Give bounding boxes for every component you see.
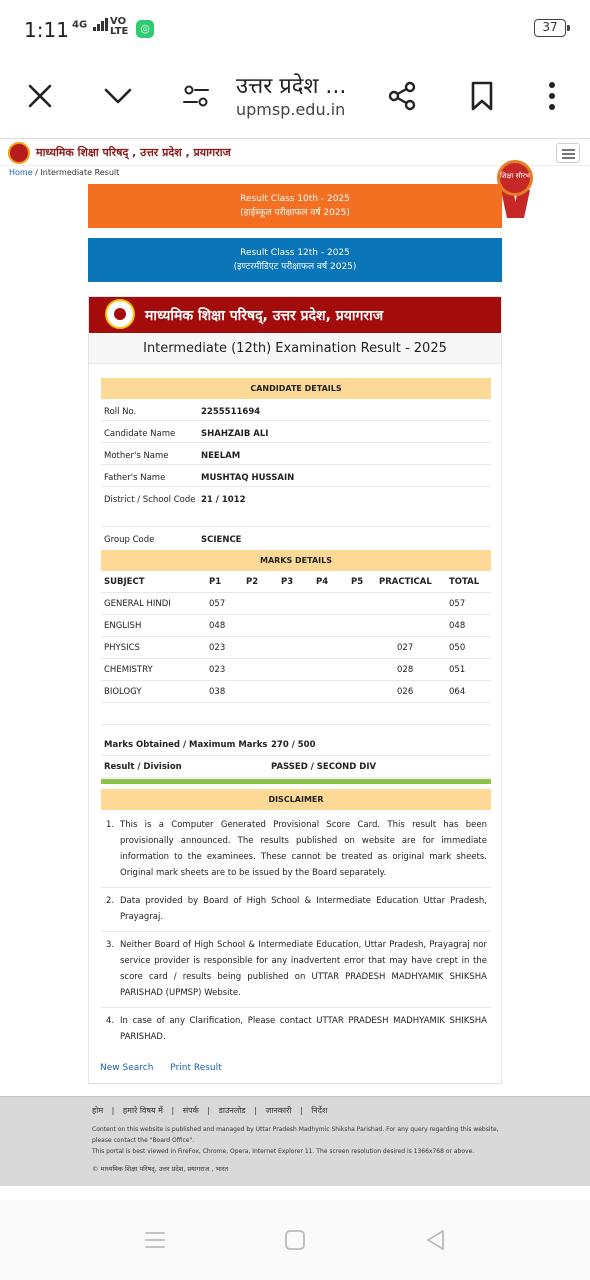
practical-cell: 027 [397, 643, 414, 653]
site-title[interactable]: माध्यमिक शिक्षा परिषद् , उत्तर प्रदेश , प्रयागराज [36, 146, 231, 159]
breadcrumb-current: Intermediate Result [40, 168, 120, 177]
table-row [101, 593, 491, 615]
result-divider [101, 779, 491, 784]
home-icon[interactable] [281, 1226, 309, 1254]
candidate-row [101, 465, 491, 487]
candidate-row [101, 527, 491, 549]
p1-cell: 057 [209, 599, 226, 609]
footer-separator: | [111, 1106, 115, 1115]
candidate-row [101, 487, 491, 527]
table-row [101, 615, 491, 637]
network-type: 4G [72, 19, 88, 31]
result-class10-button[interactable] [88, 184, 502, 228]
back-icon[interactable] [421, 1226, 449, 1254]
column-header: P3 [281, 577, 294, 587]
disclaimer-text: Data provided by Board of High School & Intermediate Education Uttar Pradesh, Prayagraj. [120, 896, 487, 922]
table-row-empty [101, 703, 491, 725]
candidate-value: MUSHTAQ HUSSAIN [201, 473, 295, 483]
banner-title: माध्यमिक शिक्षा परिषद्, उत्तर प्रदेश, प्रयागराज [145, 308, 384, 324]
volte-indicator: VO LTE [110, 16, 129, 37]
marks-obtained-value: 270 / 500 [271, 740, 316, 750]
page-title[interactable]: उत्तर प्रदेश ... [236, 74, 347, 99]
candidate-details-heading: CANDIDATE DETAILS [101, 378, 491, 399]
subject-cell: BIOLOGY [104, 687, 142, 697]
candidate-label: Mother's Name [104, 451, 169, 461]
card-actions [100, 1063, 236, 1073]
candidate-label: Group Code [104, 535, 155, 545]
marks-header-row [101, 571, 491, 593]
footer-separator: | [207, 1106, 211, 1115]
subject-cell: ENGLISH [104, 621, 142, 631]
status-time: 1:11 [24, 18, 69, 42]
table-row [101, 681, 491, 703]
p1-cell: 023 [209, 643, 226, 653]
marks-details-heading: MARKS DETAILS [101, 550, 491, 571]
footer-separator: | [171, 1106, 175, 1115]
candidate-label: Father's Name [104, 473, 166, 483]
disclaimer-number: 3. [106, 940, 115, 950]
column-header: P4 [316, 577, 329, 587]
footer-separator: | [254, 1106, 257, 1115]
subject-cell: PHYSICS [104, 643, 140, 653]
class10-label: Result Class 10th - 2025 [240, 194, 350, 204]
column-header: SUBJECT [104, 577, 145, 587]
candidate-value: SCIENCE [201, 535, 242, 545]
bookmark-icon[interactable] [464, 76, 500, 116]
marks-obtained-row [101, 734, 491, 756]
browser-toolbar [0, 60, 590, 138]
total-cell: 048 [449, 621, 466, 631]
network-indicator [72, 18, 109, 31]
column-header: P5 [351, 577, 364, 587]
total-cell: 051 [449, 665, 466, 675]
site-footer [0, 1096, 590, 1186]
candidate-label: Candidate Name [104, 429, 176, 439]
result-card [88, 296, 502, 1084]
column-header: P1 [209, 577, 222, 587]
footer-copyright: © माध्यमिक शिक्षा परिषद्, उत्तर प्रदेश, प्रयागराज , भारत [92, 1165, 229, 1173]
total-cell: 050 [449, 643, 466, 653]
battery-indicator: 37 [534, 19, 566, 37]
candidate-row [101, 399, 491, 421]
disclaimer-item [101, 817, 491, 888]
column-header: P2 [246, 577, 259, 587]
ribbon-medal: शिक्षा सौरभ [497, 160, 533, 196]
disclaimer-text: This is a Computer Generated Provisional Score Card. This result has been provisionally announced. The results published on website are for immediate information to the examinees. These cannot be treated as original mark sheets. Original mark sheets are to be issued by the Board separately. [120, 820, 487, 878]
signal-icon [93, 18, 109, 31]
print-result-link[interactable]: Print Result [170, 1063, 222, 1073]
exam-title: Intermediate (12th) Examination Result - 2025 [89, 334, 501, 364]
practical-cell: 026 [397, 687, 414, 697]
breadcrumb-separator: / [32, 168, 41, 177]
footer-link-contact[interactable]: संपर्क [182, 1106, 199, 1115]
breadcrumb-home[interactable]: Home [9, 168, 33, 177]
table-row [101, 659, 491, 681]
candidate-row [101, 443, 491, 465]
class10-sublabel: (हाईस्कूल परीक्षाफल वर्ष 2025) [240, 208, 350, 218]
column-header: PRACTICAL [379, 577, 432, 587]
disclaimer-list [101, 817, 491, 1056]
class12-sublabel: (इण्टरमीडिएट परीक्षाफल वर्ष 2025) [233, 262, 357, 272]
total-cell: 057 [449, 599, 466, 609]
subject-cell: GENERAL HINDI [104, 599, 171, 609]
candidate-value: 2255511694 [201, 407, 261, 417]
p1-cell: 048 [209, 621, 226, 631]
p1-cell: 038 [209, 687, 226, 697]
footer-link-instructions[interactable]: निर्देश [311, 1106, 328, 1115]
candidate-value: 21 / 1012 [201, 495, 246, 505]
footer-links [92, 1105, 333, 1116]
status-bar [0, 0, 590, 60]
subject-cell: CHEMISTRY [104, 665, 153, 675]
card-banner [89, 297, 501, 333]
banner-logo [105, 299, 135, 329]
candidate-value: NEELAM [201, 451, 241, 461]
chevron-down-icon[interactable] [100, 76, 136, 116]
footer-line: Content on this website is published and managed by Uttar Pradesh Madhymic Shiksha Parishad. For any query regarding this website, please contact the "Board Office". [92, 1126, 499, 1144]
menu-icon[interactable] [556, 143, 580, 163]
disclaimer-number: 1. [106, 820, 115, 830]
breadcrumb [9, 168, 119, 177]
column-header: TOTAL [449, 577, 480, 587]
notification-app-icon: ◎ [136, 20, 154, 38]
candidate-row [101, 421, 491, 443]
disclaimer-number: 2. [106, 896, 115, 906]
disclaimer-item [101, 893, 491, 932]
p1-cell: 023 [209, 665, 226, 675]
disclaimer-heading: DISCLAIMER [101, 789, 491, 810]
disclaimer-text: In case of any Clarification, Please contact UTTAR PRADESH MADHYAMIK SHIKSHA PARISHAD. [120, 1016, 487, 1042]
footer-link-info[interactable]: जानकारी [265, 1106, 292, 1115]
new-search-link[interactable]: New Search [100, 1063, 154, 1073]
url-host[interactable]: upmsp.edu.in [236, 100, 346, 119]
site-settings-icon[interactable] [180, 76, 212, 116]
result-division-row [101, 756, 491, 778]
footer-separator: | [299, 1106, 303, 1115]
result-division-label: Result / Division [104, 762, 182, 772]
footer-line: This portal is best viewed in FireFox, Chrome, Opera, Internet Explorer 11. The screen resolution desired is 1366x768 or above. [92, 1148, 475, 1155]
footer-link-about[interactable]: हमारे विषय में [122, 1106, 163, 1115]
disclaimer-number: 4. [106, 1016, 115, 1026]
disclaimer-item [101, 937, 491, 1008]
recents-icon[interactable] [141, 1226, 169, 1254]
more-icon[interactable] [538, 76, 566, 116]
table-row [101, 637, 491, 659]
disclaimer-text: Neither Board of High School & Intermediate Education, Uttar Pradesh, Prayagraj nor service provider is responsible for any inadvertent error that may have crept in the score card / results being published on UTTAR PRADESH MADHYAMIK SHIKSHA PARISHAD (UPMSP) Website. [120, 940, 487, 998]
candidate-value: SHAHZAIB ALI [201, 429, 269, 439]
footer-link-home[interactable]: होम [92, 1106, 104, 1115]
share-icon[interactable] [384, 76, 420, 116]
candidate-label: Roll No. [104, 407, 137, 417]
board-logo [8, 142, 30, 164]
practical-cell: 028 [397, 665, 414, 675]
system-nav-bar [0, 1200, 590, 1280]
close-icon[interactable] [22, 76, 58, 116]
result-division-value: PASSED / SECOND DIV [271, 762, 377, 772]
disclaimer-item [101, 1013, 491, 1051]
total-cell: 064 [449, 687, 466, 697]
footer-text [92, 1124, 512, 1157]
candidate-label: District / School Code [104, 495, 196, 505]
footer-link-download[interactable]: डाउनलोड [218, 1106, 246, 1115]
class12-label: Result Class 12th - 2025 [240, 248, 350, 258]
marks-obtained-label: Marks Obtained / Maximum Marks [104, 740, 268, 750]
result-class12-button[interactable] [88, 238, 502, 282]
